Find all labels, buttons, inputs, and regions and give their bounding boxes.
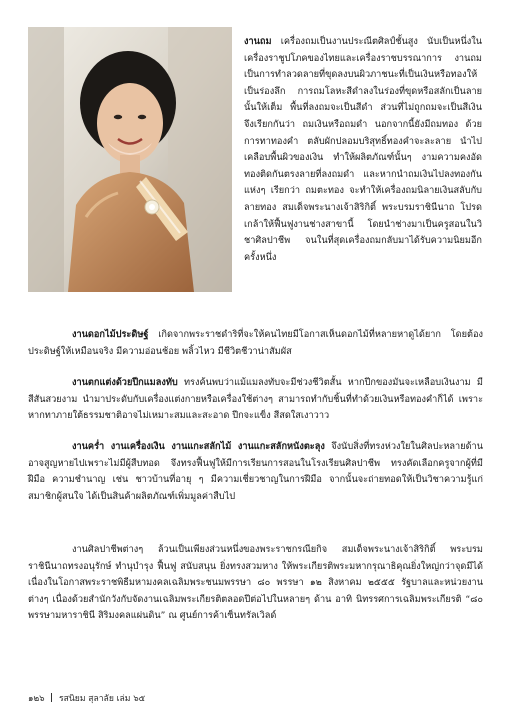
body-niello-ware: เครื่องถมเป็นงานประณีตศิลป์ชั้นสูง นับเป็นหนึ่งในเครื่องราชูปโภคของไทยและเครื่องราชบรรณาการ งานถมเป็นการทำลวดลายที่ขุดลงบนผิวภาชนะที่เป็นเงินหรือทองให้เป็นร่องลึก การถมโลหะสีดำลงในร่องที่ขุดหรือสลักเป็นลายนั้นให้เต็ม พื้นที่ลงถมจะเป็นสีดำ ส่วนที่ไม่ถูกถมจะเป็นสีเงิน จึงเรียกกันว่า ถมเงินหรือถมดำ นอกจากนี้ยังมีถมทอง ด้วยการทาทองคำ ตลับผักปลอมบริสุทธิ์ทองคำจะละลาย นำไปเคลือบพื้นผิวของเงิน ทำให้ผลิตภัณฑ์นั้นๆ งามความคงอัดทองติดกันตรงลายที่ลงถมดำ และหากนำถมเงินไปลงทองกันแห่งๆ เรียกว่า ถมตะทอง จะทำให้เครื่องถมนิลายเงินสลับกับลายทอง สมเด็จพระนางเจ้าสิริกิติ์ พระบรมราชินีนาถ โปรดเกล้าให้ฟื้นฟูงานช่างสาขานี้ โดยนำช่างมาเป็นครูสอนในวิชาศิลปาชีพ จนในที่สุดเครื่องถมกลับมาได้รับความนิยมอีกครั้งหนึ่ง [244,36,482,263]
heading-niello-ware: งานถม [244,36,272,47]
paragraph-artificial-flowers [28,327,483,360]
footer-divider [51,693,52,702]
paragraph-traditional-crafts [28,439,483,505]
portrait-photo [28,27,232,292]
heading-artificial-flowers: งานดอกไม้ประดิษฐ์ [72,329,149,340]
heading-beetle-wing: งานตกแต่งด้วยปีกแมลงทับ [72,377,178,388]
page-footer [28,691,483,705]
publication-name: รสนิยม สุลาลัย [59,694,114,704]
body-closing: งานศิลปาชีพต่างๆ ล้วนเป็นเพียงส่วนหนึ่งของพระราชกรณียกิจ สมเด็จพระนางเจ้าสิริกิติ์ พระบรมราชินีนาถทรงอนุรักษ์ ทำนุบำรุง ฟื้นฟู สนับสนุน ยิ่งทรงสวมหาง ให้พระเกียรติพระมหากรุณาธิคุณยิ่งใหญ่กว่าจุดมีได้ เนื่องในโอกาสพระราชพิธีมหามงคลเฉลิมพระชนมพรรษา ๘๐ พรรษา ๑๒ สิงหาคม ๒๕๕๕ รัฐบาลและหน่วยงานต่างๆ เนื่องด้วยสำนักวังกับจัดงานเฉลิมพระเกียรติตลอดปีต่อไปในหลายๆ ด้าน อาทิ นิทรรศการเฉลิมพระเกียรติ “๘๐ พรรษามหาราชินี สิริมงคลแผ่นดิน” ณ ศูนย์การค้าเซ็นทรัลเวิลด์ [28,544,483,622]
paragraph-niello-ware [244,34,482,266]
body-traditional-crafts: จึงนับสิ่งที่ทรงห่วงใยในศิลปะหลายด้าน อาจสูญหายไปเพราะไม่มีผู้สืบทอด จึงทรงฟื้นฟูให้มีการเรียนการสอนในโรงเรียนศิลปาชีพ ทรงคัดเลือกครูจากผู้ที่มีฝีมือ ความชำนาญ เช่น ชาวบ้านที่อายุ ๆ มีความเชี่ยวชาญในการฝีมือ จากนั้นจะถ่ายทอดให้เป็นวิชาความรู้แก่สมาชิกผู้สนใจ ได้เป็นสินค้าผลิตภัณฑ์เพิ่มมูลค่าสืบไป [28,441,483,502]
body-beetle-wing: ทรงค้นพบว่าแม้แมลงทับจะมีช่วงชีวิตสั้น หากปีกของมันจะเหลือบเงินงาม มีสีสันสวยงาม นำมาประดับกับเครื่องแต่งกายหรือเครื่องใช้ต่างๆ สามารถทำกับชิ้นที่ทำด้วยเงินหรือทองคำก็ได้ เพราะหากทาภายใต้ธรรมชาติอาจไม่เหมาะสมและสะอาด ปีกจะแข็ง สีสดใสเงาวาว [28,377,483,422]
heading-traditional-crafts: งานคร่ำ งานเครื่องเงิน งานแกะสลักไม้ งานแกะสลักหนังตะลุง [72,441,325,452]
volume-label: เล่ม ๖๕ [116,694,146,704]
body-artificial-flowers: เกิดจากพระราชดำริที่จะให้คนไทยมีโอกาสเห็นดอกไม้ที่หลายหาดูได้ยาก โดยต้องประดิษฐ์ให้เหมือนจริง มีความอ่อนช้อย พลิ้วไหว มีชีวิตชีวาน่าสัมผัส [28,329,483,357]
paragraph-closing [28,542,483,625]
paragraph-beetle-wing [28,375,483,425]
page-number: ๑๒๖ [28,694,45,704]
